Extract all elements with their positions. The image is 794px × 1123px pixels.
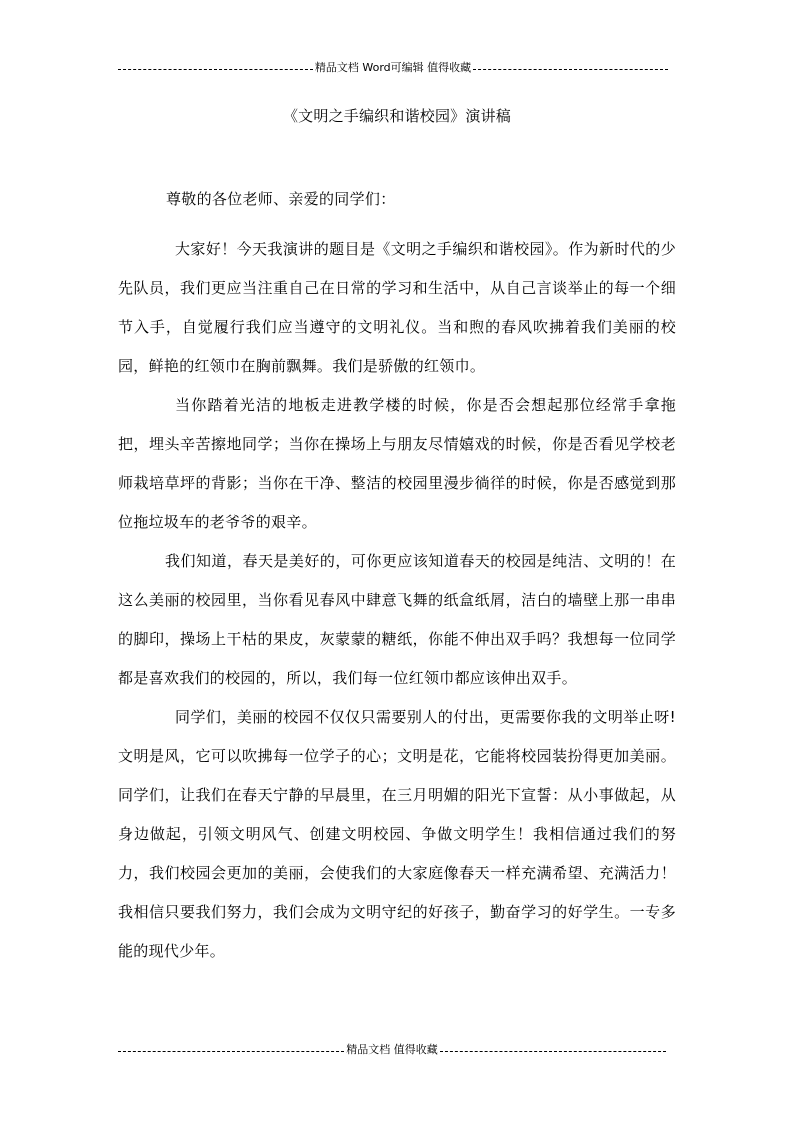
- paragraph-3: 我们知道，春天是美好的，可你更应该知道春天的校园是纯洁、文明的！在这么美丽的校园里，当你看见春风中肆意飞舞的纸盒纸屑，洁白的墙壁上那一串串的脚印，操场上干枯的果皮，灰蒙蒙的糖纸，你能不伸出双手吗？我想每一位同学都是喜欢我们的校园的，所以，我们每一位红领巾都应该伸出双手。: [118, 552, 676, 687]
- footer-dashes-right: [440, 1051, 666, 1052]
- document-title: 《文明之手编织和谐校园》演讲稿: [282, 107, 511, 125]
- paragraph-2: 当你踏着光洁的地板走进教学楼的时候，你是否会想起那位经常手拿拖把，埋头辛苦擦地同学；当你在操场上与朋友尽情嬉戏的时候，你是否看见学校老师栽培草坪的背影；当你在干净、整洁的校园里漫步徜徉的时候，你是否感觉到那位拖垃圾车的老爷爷的艰辛。: [118, 396, 676, 531]
- salutation: 尊敬的各位老师、亲爱的同学们：: [166, 190, 396, 208]
- page-header: [118, 61, 668, 75]
- header-dashes-right: [473, 69, 668, 70]
- page-footer: [118, 1043, 666, 1057]
- document-body: [118, 180, 676, 971]
- paragraph-4: 同学们，美丽的校园不仅仅只需要别人的付出，更需要你我的文明举止呀!文明是风，它可以吹拂每一位学子的心；文明是花，它能将校园装扮得更加美丽。同学们，让我们在春天宁静的早晨里，在三月明媚的阳光下宣誓：从小事做起，从身边做起，引领文明风气、创建文明校园、争做文明学生！我相信通过我们的努力，我们校园会更加的美丽，会使我们的大家庭像春天一样充满希望、充满活力！我相信只要我们努力，我们会成为文明守纪的好孩子，勤奋学习的好学生。一专多能的现代少年。: [118, 708, 676, 960]
- header-text: 精品文档 Word可编辑 值得收藏: [314, 61, 472, 74]
- paragraph-1: 大家好！今天我演讲的题目是《文明之手编织和谐校园》。作为新时代的少先队员，我们更应当注重自己在日常的学习和生活中，从自己言谈举止的每一个细节入手，自觉履行我们应当遵守的文明礼仪。当和煦的春风吹拂着我们美丽的校园，鲜艳的红领巾在胸前飘舞。我们是骄傲的红领巾。: [118, 240, 676, 375]
- footer-text: 精品文档 值得收藏: [346, 1043, 438, 1056]
- header-dashes-left: [118, 69, 313, 70]
- footer-dashes-left: [118, 1051, 344, 1052]
